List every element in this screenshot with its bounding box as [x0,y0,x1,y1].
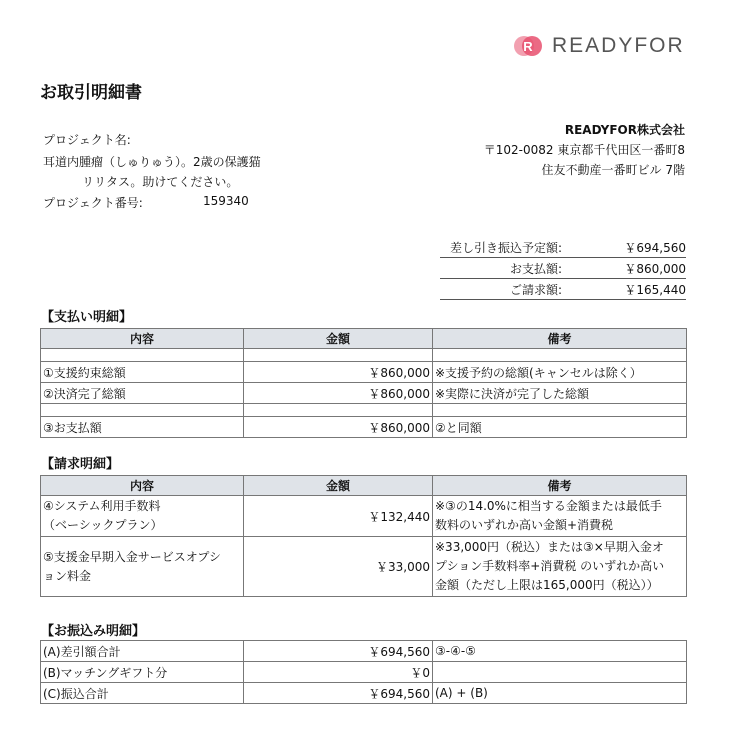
transfer-section-title: 【お振込み明細】 [41,624,146,639]
summary-label: 差し引き振込予定額: [440,237,568,258]
row-note: ③-④-⑤ [433,641,687,662]
summary-row [440,279,686,300]
row-note-line1: ※33,000円（税込）または③×早期入金オ [435,540,664,554]
billing-table [40,475,687,597]
row-note: ※支援予約の総額(キャンセルは除く） [433,362,687,383]
column-header-amount: 金額 [244,476,433,496]
row-amount: ￥0 [244,662,433,683]
readyfor-logo-icon [514,33,544,59]
row-note: ②と同額 [433,417,687,438]
project-name-line1: 耳道内腫瘤（しゅりゅう）。2歳の保護猫 [43,155,261,169]
row-item: (A)差引額合計 [41,641,244,662]
row-item-line1: ⑤支援金早期入金サービスオプシ [43,549,221,564]
row-amount: ￥860,000 [244,362,433,383]
row-item-line2: ョン料金 [43,568,92,583]
row-amount: ￥132,440 [244,496,433,537]
row-amount: ￥860,000 [244,383,433,404]
company-name: READYFOR株式会社 [564,123,685,137]
summary-value: ￥694,560 [568,237,686,258]
column-header-note: 備考 [433,329,687,349]
project-name-label: プロジェクト名: [43,133,131,147]
table-row [41,683,687,704]
spacer-row [41,349,687,362]
summary-row [440,237,686,258]
row-item-line2: （ベーシックプラン） [43,518,163,532]
svg-text:R: R [523,39,533,54]
project-number-value: 159340 [203,194,249,208]
table-row [41,537,687,597]
table-row [41,417,687,438]
payment-section-title: 【支払い明細】 [41,310,133,325]
row-note [433,537,687,597]
row-amount: ￥860,000 [244,417,433,438]
project-number-label: プロジェクト番号: [43,196,143,210]
column-header-item: 内容 [41,476,244,496]
table-row [41,496,687,537]
row-item: ①支援約束総額 [41,362,244,383]
row-note [433,662,687,683]
summary-value: ￥860,000 [568,258,686,279]
row-note-line1: ※③の14.0%に相当する金額または最低手 [435,499,662,513]
table-row [41,641,687,662]
table-header-row [41,329,687,349]
company-address-line1: 〒102-0082 東京都千代田区一番町8 [483,143,685,157]
row-item: (C)振込合計 [41,683,244,704]
row-item [41,537,244,597]
summary-label: お支払額: [440,258,568,279]
table-header-row [41,476,687,496]
table-row [41,662,687,683]
row-item: ③お支払額 [41,417,244,438]
row-item-line1: ④システム利用手数料 [43,499,161,513]
row-item [41,496,244,537]
row-note-line2: プション手数料率+消費税 のいずれか高い [435,559,665,573]
row-note: (A) + (B) [433,683,687,704]
summary-value: ￥165,440 [568,279,686,300]
row-amount: ￥694,560 [244,641,433,662]
summary-label: ご請求額: [440,279,568,300]
company-address-line2: 住友不動産一番町ビル 7階 [541,163,685,177]
payment-table [40,328,687,438]
column-header-amount: 金額 [244,329,433,349]
row-note-line3: 金額（ただし上限は165,000円（税込）） [435,578,659,592]
row-note: ※実際に決済が完了した総額 [433,383,687,404]
transfer-table [40,640,687,704]
row-item: ②決済完了総額 [41,383,244,404]
logo-text: READYFOR [552,34,685,57]
table-row [41,362,687,383]
project-name-line2: リリタス。助けてください。 [82,175,239,189]
table-row [41,383,687,404]
summary-table [440,237,686,300]
row-note [433,496,687,537]
column-header-note: 備考 [433,476,687,496]
row-amount: ￥694,560 [244,683,433,704]
row-item: (B)マッチングギフト分 [41,662,244,683]
row-amount: ￥33,000 [244,537,433,597]
column-header-item: 内容 [41,329,244,349]
row-note-line2: 数料のいずれか高い金額+消費税 [435,518,614,532]
company-info [484,120,685,180]
document-title: お取引明細書 [40,83,142,103]
summary-row [440,258,686,279]
billing-section-title: 【請求明細】 [41,457,120,472]
brand-logo [514,33,685,59]
spacer-row [41,404,687,417]
